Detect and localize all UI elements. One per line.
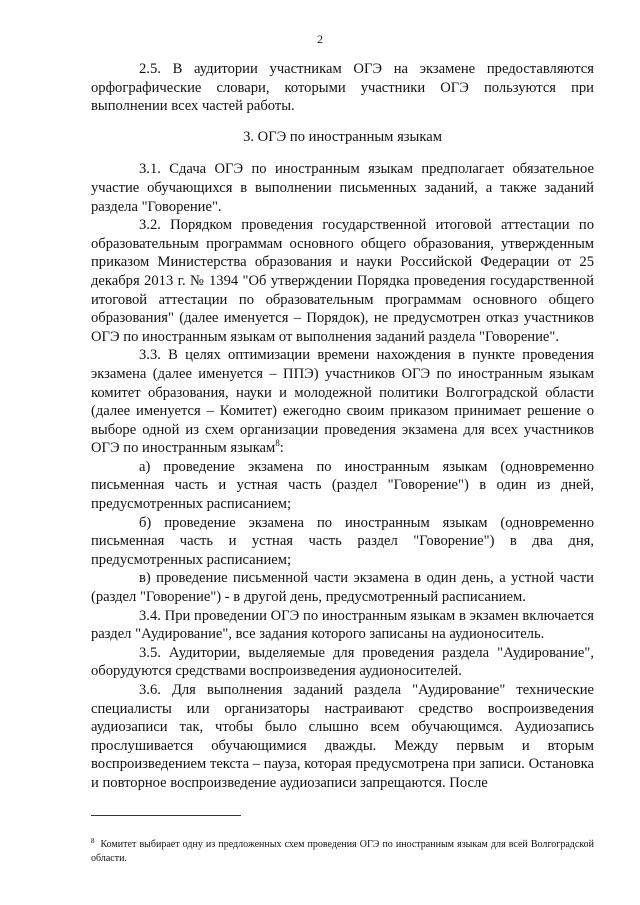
list-item-c: в) проведение письменной части экзамена в один день, а устной части (раздел "Говорение") - в другой день, предусмотренный расписанием. — [91, 570, 594, 606]
section-heading-3: 3. ОГЭ по иностранным языкам — [243, 128, 442, 145]
paragraph-3-1: 3.1. Сдача ОГЭ по иностранным языкам предполагает обязательное участие обучающихся в выполнении письменных заданий, а также заданий раздела "Говорение". — [91, 161, 594, 215]
footnote-reference: 8 — [275, 438, 280, 449]
paragraph-3-3-colon: : — [279, 440, 284, 457]
paragraph-3-4: 3.4. При проведении ОГЭ по иностранным языкам в экзамен включается раздел "Аудирование", все задания которого записаны на аудионоситель. — [91, 607, 594, 643]
list-item-b: б) проведение экзамена по иностранным языкам (одновременно письменная часть и устная часть раздел "Говорение") в два дня, предусмотренных расписанием; — [91, 514, 594, 568]
footnote — [91, 838, 594, 866]
footnote-mark: 8 — [91, 836, 95, 845]
footnote-divider — [91, 815, 241, 816]
footnote-text: Комитет выбирает одну из предложенных схем проведения ОГЭ по иностранным языкам для всей Волгоградской области. — [91, 839, 594, 864]
list-item-a: а) проведение экзамена по иностранным языкам (одновременно письменная часть и устная часть (раздел "Говорение") в один из дней, предусмотренных расписанием; — [91, 458, 594, 513]
paragraph-3-5: 3.5. Аудитории, выделяемые для проведения раздела "Аудирование", оборудуются средствами воспроизведения аудионосителей. — [91, 644, 594, 680]
paragraph-3-3 — [91, 346, 594, 458]
paragraph-3-6: 3.6. Для выполнения заданий раздела "Аудирование" технические специалисты или организаторы настраивают средство воспроизведения аудиозаписи так, чтобы было слышно всем обучающимся. Аудиозапись прослушивается обучающимися дважды. Между первым и вторым воспроизведением текста – пауза, которая предусмотрена при записи. Остановка и повторное воспроизведение аудиозаписи запрещаются. После — [91, 682, 594, 791]
paragraph-3-2: 3.2. Порядком проведения государственной итоговой аттестации по образовательным программам основного общего образования, утвержденным приказом Министерства образования и науки Российской Федерации от 25 декабря 2013 г. № 1394 "Об утверждении Порядка проведения государственной итоговой аттестации по образовательным программам основного общего образования" (далее именуется – Порядок), не предусмотрен отказ участников ОГЭ по иностранным языкам от выполнения заданий раздела "Говорение". — [91, 217, 594, 345]
paragraph-3-3-text: 3.3. В целях оптимизации времени нахождения в пункте проведения экзамена (далее именуется – ППЭ) участников ОГЭ по иностранным языкам комитет образования, науки и молодежной политики Волгоградской области (далее именуется – Комитет) ежегодно своим приказом принимает решение о выборе одной из схем организации проведения экзамена для всех участников ОГЭ по иностранным языкам — [91, 347, 594, 457]
page-number: 2 — [317, 32, 323, 46]
document-body — [91, 60, 594, 793]
paragraph-2-5: 2.5. В аудитории участникам ОГЭ на экзамене предоставляются орфографические словари, которыми участники ОГЭ пользуются при выполнении всех частей работы. — [91, 61, 594, 115]
